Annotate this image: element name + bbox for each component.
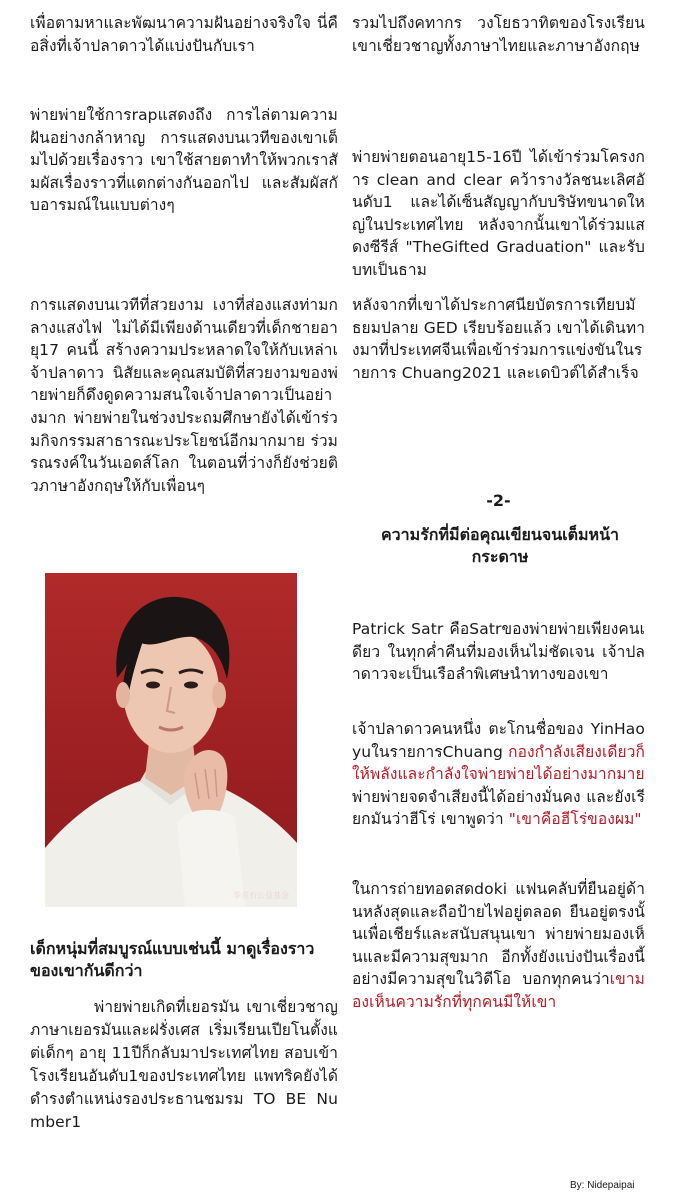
left-paragraph-3 [30,294,338,497]
left-p2-text: พ่ายพ่ายใช้การrapแสดงถึง การไล่ตามความฝันอย่างกล้าหาญ การแสดงบนเวทีของเขาเต็มไปด้วยเรื่องราว เขาใช้สายตาทำให้พวกเราสัมผัสเรื่องราวที่แตกต่างกันออกไป และสัมผัสกับอารมณ์ในแบบต่างๆ [30,106,338,215]
right-p3-text: หลังจากที่เขาได้ประกาศนียบัตรการเทียบมัธยมปลาย GED เรียบร้อยแล้ว เขาได้เดินทางมาที่ประเทศจีนเพื่อเข้าร่วมการแข่งขันในรายการ Chuang2021 และเดบิวต์ได้สำเร็จ [352,296,645,382]
right-paragraph-4 [352,618,645,686]
left-heading-text: เด็กหนุ่มที่สมบูรณ์แบบเช่นนี้ มาดูเรื่องราวของเขากันดีกว่า [30,939,315,980]
section-title-text: ความรักที่มีต่อคุณเขียนจนเต็มหน้ากระดาษ [380,525,620,566]
left-heading [30,938,338,982]
right-p2-text: พ่ายพ่ายตอนอายุ15-16ปี ได้เข้าร่วมโครงการ clean and clear คว้ารางวัลชนะเลิศอันดับ1 และได้เซ็นสัญญากับบริษัทขนาดใหญ่ในประเทศไทย หลังจากนั้นเขาได้ร่วมแสดงซีรีส์ "TheGifted Graduation" และรับบทเป็นธาม [352,148,645,279]
left-p4-text: พ่ายพ่ายเกิดที่เยอรมัน เขาเชี่ยวชาญภาษาเยอรมันและฝรั่งเศส เริ่มเรียนเปียโนตั้งแต่เด็กๆ อายุ 11ปีก็กลับมาประเทศไทย สอบเข้าโรงเรียนอันดับ1ของประเทศไทย แพทริคยังได้ดำรงตำแหน่งรองประธานชมรม TO BE Number1 [30,998,338,1131]
section-number-text: -2- [486,491,511,510]
right-p5 [352,718,645,831]
right-p4-text: Patrick Satr คือSatrของพ่ายพ่ายเพียงคนเดียว ในทุกค่ำคืนที่มองเห็นไม่ชัดเจน เจ้าปลาดาวจะเป็นเรือลำพิเศษนำทางของเขา [352,620,645,684]
right-p5-part-a: เจ้าปลาดาวคนหนึ่ง ตะโกนชื่อของ YinHaoyuในรายการChuang [352,720,645,761]
right-p5-highlight-1: กองกำลังเสียงเดียวก็ให้พลังและกำลังใจพ่ายพ่ายได้อย่างมากมาย [352,742,645,784]
author-credit: By: Nidepaipai [570,1180,635,1191]
left-paragraph-2 [30,104,338,217]
right-paragraph-1 [352,12,645,57]
photo-watermark: 华音石公益基金 [233,891,289,900]
right-paragraph-2 [352,146,645,282]
left-paragraph-4 [30,996,338,1134]
right-p5-part-b: พ่ายพ่ายจดจำเสียงนี้ได้อย่างมั่นคง และยังเรียกมันว่าฮีโร่ เขาพูดว่า [352,787,645,829]
portrait-illustration [45,573,297,907]
left-p1-text: เพื่อตามหาและพัฒนาความฝันอย่างจริงใจ นี่คือสิ่งที่เจ้าปลาดาวได้แบ่งปันกับเรา [30,14,338,55]
left-paragraph-1 [30,12,338,57]
section-title [372,524,628,568]
portrait-photo [45,573,297,907]
section-number [352,490,645,512]
right-paragraph-5 [352,718,645,831]
right-paragraph-3 [352,294,645,384]
right-p6-part-a: ในการถ่ายทอดสดdoki แฟนคลับที่ยืนอยู่ด้านหลังสุดและถือป้ายไฟอยู่ตลอด ยืนอยู่ตรงนั้นเพื่อเชียร์และสนับสนุนเขา พ่ายพ่ายมองเห็นและมีความสุขมาก อีกทั้งยังแบ่งปันเรื่องนี้อย่างมีความสุขในวิดีโอ บอกทุกคนว่า [352,880,645,989]
left-p3-text: การแสดงบนเวทีที่สวยงาม เงาที่ส่องแสงท่ามกลางแสงไฟ ไม่ได้มีเพียงด้านเดียวที่เด็กชายอายุ17 คนนี้ สร้างความประหลาดใจให้กับเหล่าเจ้าปลาดาว นิสัยและคุณสมบัติที่สวยงามของพ่ายพ่ายก็ดึงดูดความสนใจเจ้าปลาดาวเป็นอย่างมาก พ่ายพ่ายในช่วงประถมศึกษายังได้เข้าร่วมกิจกรรมสาธารณะประโยชน์อีกมากมาย ร่วมรณรงค์ในวันเอดส์โลก ในตอนที่ว่างก็ยังช่วยติวภาษาอังกฤษให้กับเพื่อนๆ [30,296,338,495]
right-p5-highlight-2: "เขาคือฮีโร่ของผม" [508,810,642,829]
right-p1-text: รวมไปถึงคทากร วงโยธวาทิตของโรงเรียน เขาเชี่ยวชาญทั้งภาษาไทยและภาษาอังกฤษ [352,14,645,55]
right-p6-highlight: เขามองเห็นความรักที่ทุกคนมีให้เขา [352,970,645,1011]
right-paragraph-6 [352,878,645,1014]
right-p6 [352,878,645,1014]
